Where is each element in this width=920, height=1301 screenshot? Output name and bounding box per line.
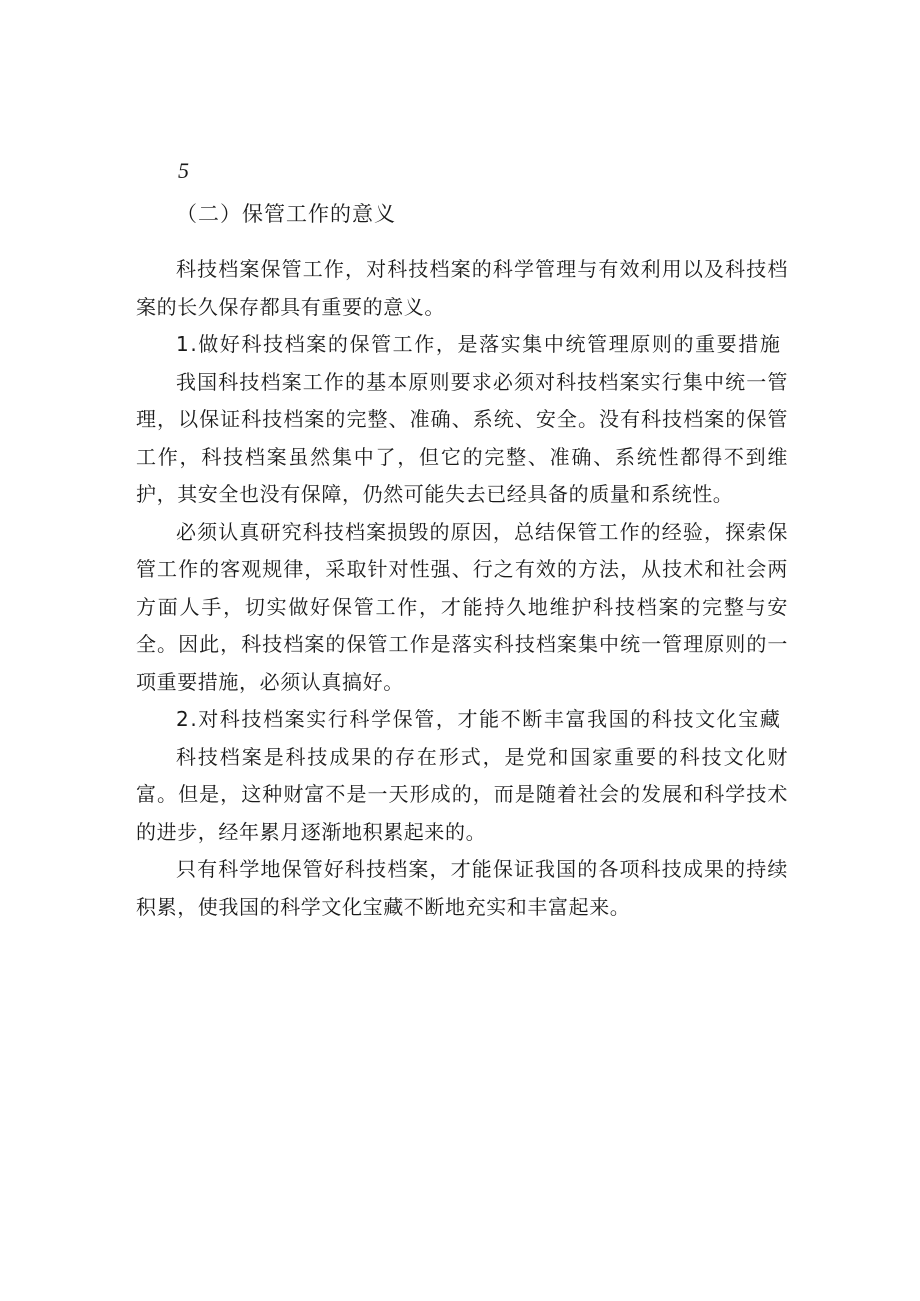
point-2-heading: 2.对科技档案实行科学保管，才能不断丰富我国的科技文化宝藏: [176, 707, 782, 731]
page-number: 5: [178, 158, 189, 183]
point-2-paragraph: 只有科学地保管好科技档案，才能保证我国的各项科技成果的持续积累，使我国的科学文化宝藏不断地充实和丰富起来。: [136, 857, 788, 919]
point-1-paragraph: 必须认真研究科技档案损毁的原因，总结保管工作的经验，探索保管工作的客观规律，采取针对性强、行之有效的方法，从技术和社会两方面人手，切实做好保管工作，才能持久地维护科技档案的完整与安全。因此，科技档案的保管工作是落实科技档案集中统一管理原则的一项重要措施，必须认真搞好。: [136, 519, 788, 694]
document-body: [136, 251, 788, 926]
intro-paragraph: 科技档案保管工作，对科技档案的科学管理与有效利用以及科技档案的长久保存都具有重要的意义。: [136, 257, 788, 319]
point-1-paragraph: 我国科技档案工作的基本原则要求必须对科技档案实行集中统一管理，以保证科技档案的完整、准确、系统、安全。没有科技档案的保管工作，科技档案虽然集中了，但它的完整、准确、系统性都得不到维护，其安全也没有保障，仍然可能失去已经具备的质量和系统性。: [136, 369, 788, 506]
section-title: （二）保管工作的意义: [176, 202, 396, 226]
point-1-heading: 1.做好科技档案的保管工作，是落实集中统管理原则的重要措施: [176, 332, 782, 356]
point-2-paragraph: 科技档案是科技成果的存在形式，是党和国家重要的科技文化财富。但是，这种财富不是一天形成的，而是随着社会的发展和科学技术的进步，经年累月逐渐地积累起来的。: [136, 744, 788, 844]
